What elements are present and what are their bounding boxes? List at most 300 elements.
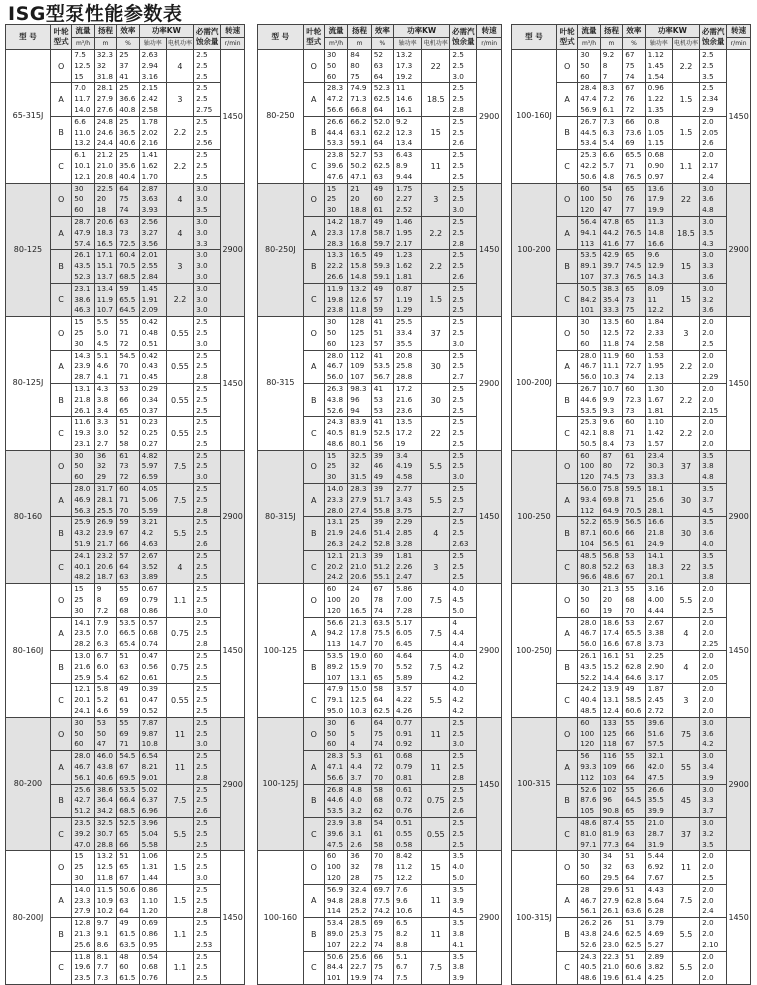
efficiency-value: 52.5 <box>119 817 136 827</box>
head-value: 8.8 <box>602 428 615 438</box>
npsh-value: 2.0 <box>702 394 714 404</box>
npsh-value: 2.5 <box>196 762 208 771</box>
head-value: 5.2 <box>96 695 109 705</box>
head-value: 40.6 <box>96 772 113 782</box>
flow-value: 23.1 <box>74 283 91 293</box>
shaft-power-value: 0.58 <box>396 839 413 849</box>
motor-power-cell: 1.1 <box>166 584 193 617</box>
efficiency-value: 55 <box>119 717 129 727</box>
head-value: 37.3 <box>602 271 619 281</box>
head-value: 34 <box>602 851 613 861</box>
motor-power-cell: 0.55 <box>166 350 193 383</box>
flow-value: 20.2 <box>326 561 344 571</box>
impeller-cell: B <box>556 784 577 817</box>
head-value: 27.9 <box>96 94 113 104</box>
npsh-cell <box>700 784 727 817</box>
head-value: 26 <box>602 918 613 928</box>
efficiency-value: 63.5 <box>373 617 390 627</box>
head-value: 15.2 <box>602 661 619 671</box>
npsh-value: 2.4 <box>702 171 714 181</box>
npsh-value: 2.5 <box>452 350 464 360</box>
flow-value: 51.9 <box>74 539 91 549</box>
head-cell <box>600 884 622 917</box>
table-row <box>6 183 245 216</box>
npsh-value: 3.6 <box>702 728 714 738</box>
npsh-value: 2.6 <box>702 138 714 148</box>
motor-power-cell: 3 <box>422 183 450 216</box>
head-value: 30.7 <box>96 828 113 838</box>
head-value: 109 <box>602 762 617 771</box>
shaft-power-value: 0.47 <box>141 651 158 661</box>
head-cell <box>94 150 116 183</box>
shaft-power-value: 2.33 <box>647 327 664 337</box>
header-flow: 流量 <box>72 25 94 38</box>
npsh-value: 2.6 <box>452 138 464 148</box>
head-value: 32 <box>350 461 360 471</box>
npsh-value: 2.5 <box>196 617 208 627</box>
flow-value: 30 <box>580 317 590 327</box>
motor-power-cell: 22 <box>672 183 699 216</box>
impeller-cell: B <box>303 517 324 550</box>
npsh-value: 2.0 <box>702 116 714 126</box>
npsh-value: 2.5 <box>196 50 208 59</box>
efficiency-value: 64 <box>373 104 384 114</box>
model-cell: 80-125J <box>6 317 51 451</box>
efficiency-value: 51.7 <box>373 494 390 504</box>
efficiency-value: 65 <box>625 183 635 193</box>
impeller-cell: A <box>303 350 324 383</box>
flow-value: 46.7 <box>74 762 91 771</box>
impeller-cell: O <box>303 50 324 83</box>
efficiency-value: 36.5 <box>119 127 136 137</box>
npsh-value: 2.0 <box>702 918 714 928</box>
shaft-power-cell <box>139 484 166 517</box>
head-value: 24.6 <box>602 928 619 938</box>
flow-value: 15 <box>74 71 84 81</box>
flow-cell <box>578 350 600 383</box>
shaft-power-value: 0.86 <box>141 884 158 894</box>
header-speed: 转速 <box>221 25 245 38</box>
efficiency-value: 65 <box>119 862 129 872</box>
shaft-power-cell <box>394 484 422 517</box>
flow-value: 47.1 <box>326 762 344 771</box>
npsh-value: 4.1 <box>452 939 464 949</box>
flow-value: 14.2 <box>326 216 344 226</box>
shaft-power-value: 2.27 <box>396 194 413 204</box>
npsh-value: 2.0 <box>702 150 714 160</box>
shaft-power-value: 7.28 <box>396 605 413 615</box>
impeller-cell: B <box>556 383 577 416</box>
head-value: 8 <box>602 60 608 70</box>
head-value: 5.3 <box>350 751 362 761</box>
shaft-power-cell <box>394 417 422 450</box>
shaft-power-value: 0.86 <box>141 928 158 938</box>
shaft-power-value: 0.87 <box>396 283 413 293</box>
head-cell <box>348 183 371 216</box>
impeller-cell: C <box>556 417 577 450</box>
head-value: 20 <box>602 595 613 605</box>
flow-value: 52.2 <box>580 672 597 682</box>
head-value: 32.5 <box>96 817 113 827</box>
shaft-power-value: 0.42 <box>141 350 158 360</box>
speed-cell: 2900 <box>477 317 502 451</box>
npsh-cell <box>450 751 477 784</box>
efficiency-value: 76 <box>625 194 635 204</box>
head-value: 19.6 <box>602 973 619 983</box>
npsh-value: 3.7 <box>702 806 714 816</box>
shaft-power-value: 1.95 <box>396 227 413 237</box>
npsh-value: 2.5 <box>452 171 464 181</box>
npsh-value: 2.8 <box>196 772 208 782</box>
flow-value: 13.1 <box>326 517 344 527</box>
npsh-value: 2.5 <box>452 361 464 371</box>
shaft-power-value: 1.81 <box>396 550 413 560</box>
shaft-power-cell <box>394 651 422 684</box>
shaft-power-value: 1.31 <box>141 862 158 872</box>
flow-value: 89.1 <box>580 261 597 271</box>
efficiency-cell <box>371 751 393 784</box>
head-cell <box>348 617 371 650</box>
efficiency-value: 65 <box>119 405 129 415</box>
head-value: 84 <box>350 50 360 59</box>
efficiency-value: 65 <box>373 672 384 682</box>
efficiency-value: 55 <box>625 751 635 761</box>
speed-cell: 1450 <box>727 584 751 718</box>
npsh-value: 2.8 <box>452 238 464 248</box>
impeller-cell: C <box>556 951 577 984</box>
head-value: 6.7 <box>96 651 109 661</box>
header-npsh: 必需汽蚀余量 <box>450 25 477 50</box>
shaft-power-value: 2.16 <box>141 138 158 148</box>
impeller-cell: A <box>50 884 71 917</box>
shaft-power-value: 6.7 <box>396 962 408 972</box>
flow-value: 28.0 <box>326 505 344 515</box>
flow-value: 12.1 <box>326 550 344 560</box>
head-value: 18.3 <box>96 227 113 237</box>
npsh-value: 2.5 <box>452 127 464 137</box>
efficiency-value: 69 <box>625 138 635 148</box>
flow-value: 60 <box>74 739 84 749</box>
shaft-power-value: 1.78 <box>141 116 158 126</box>
speed-cell: 1450 <box>727 50 751 184</box>
head-value: 5.0 <box>96 327 109 337</box>
npsh-value: 3.0 <box>196 472 208 482</box>
efficiency-value: 46 <box>373 461 384 471</box>
shaft-power-value: 1.15 <box>647 138 664 148</box>
flow-value: 53.5 <box>326 806 344 816</box>
efficiency-cell <box>623 350 645 383</box>
flow-value: 84.4 <box>326 962 344 972</box>
head-value: 47.8 <box>602 216 619 226</box>
head-value: 11.8 <box>350 305 367 315</box>
npsh-cell <box>700 283 727 316</box>
shaft-power-value: 17.9 <box>647 194 664 204</box>
flow-cell <box>324 484 347 517</box>
shaft-power-cell <box>139 150 166 183</box>
efficiency-value: 61.5 <box>119 928 136 938</box>
head-value: 4.1 <box>96 372 109 382</box>
shaft-power-value: 28.8 <box>396 372 413 382</box>
head-value: 47 <box>602 205 613 215</box>
shaft-power-value: 5.52 <box>396 661 413 671</box>
motor-power-cell: 45 <box>672 784 699 817</box>
head-cell <box>600 317 622 350</box>
shaft-power-value: 16.6 <box>647 238 664 248</box>
header-motor-power: 电机功率 <box>672 38 699 50</box>
shaft-power-value: 2.67 <box>141 550 158 560</box>
head-value: 80 <box>350 60 360 70</box>
head-cell <box>600 517 622 550</box>
npsh-value: 4.4 <box>452 628 464 638</box>
efficiency-value: 53.5 <box>119 784 136 794</box>
efficiency-cell <box>623 851 645 884</box>
shaft-power-value: 16.1 <box>396 104 413 114</box>
shaft-power-value: 4.26 <box>396 706 413 716</box>
flow-value: 25.6 <box>74 939 91 949</box>
npsh-value: 3.5 <box>452 918 464 928</box>
efficiency-cell <box>117 216 139 249</box>
shaft-power-cell <box>645 450 672 483</box>
efficiency-value: 71 <box>625 428 635 438</box>
flow-value: 52.6 <box>326 405 344 415</box>
npsh-cell <box>450 918 477 951</box>
flow-value: 60 <box>326 71 337 81</box>
shaft-power-value: 0.47 <box>141 695 158 705</box>
efficiency-value: 55 <box>625 817 635 827</box>
flow-value: 94.2 <box>326 628 344 638</box>
flow-cell <box>324 851 347 884</box>
flow-cell <box>324 350 347 383</box>
head-cell <box>348 317 371 350</box>
flow-cell <box>72 216 94 249</box>
flow-value: 53.5 <box>580 250 597 260</box>
flow-cell <box>578 484 600 517</box>
head-cell <box>600 484 622 517</box>
shaft-power-value: 28.7 <box>647 828 664 838</box>
impeller-cell: B <box>556 517 577 550</box>
head-value: 7.2 <box>602 94 615 104</box>
efficiency-value: 51 <box>625 951 635 961</box>
table-row <box>258 317 502 350</box>
flow-cell <box>578 517 600 550</box>
flow-value: 14.3 <box>74 350 91 360</box>
efficiency-value: 74 <box>373 973 384 983</box>
npsh-value: 2.5 <box>196 60 208 70</box>
npsh-value: 2.5 <box>452 394 464 404</box>
efficiency-value: 53 <box>625 617 635 627</box>
model-cell: 80-125 <box>6 183 51 317</box>
flow-value: 53.4 <box>326 918 344 928</box>
impeller-cell: C <box>50 283 71 316</box>
flow-value: 28.3 <box>326 751 344 761</box>
efficiency-value: 59 <box>373 305 384 315</box>
head-value: 32.4 <box>350 884 367 894</box>
npsh-cell <box>700 417 727 450</box>
shaft-power-cell <box>394 83 422 116</box>
head-value: 118 <box>602 739 617 749</box>
npsh-value: 3.8 <box>702 461 714 471</box>
npsh-value: 2.0 <box>702 706 714 716</box>
flow-value: 46.3 <box>74 305 91 315</box>
npsh-value: 2.0 <box>702 350 714 360</box>
flow-cell <box>578 450 600 483</box>
npsh-cell <box>700 717 727 750</box>
flow-cell <box>578 250 600 283</box>
flow-value: 50.5 <box>580 438 597 448</box>
efficiency-value: 54.5 <box>119 751 136 761</box>
flow-value: 80.8 <box>580 561 597 571</box>
motor-power-cell: 2.2 <box>166 283 193 316</box>
flow-value: 26.3 <box>326 539 344 549</box>
shaft-power-value: 4.2 <box>141 528 154 538</box>
flow-value: 46.7 <box>580 361 597 371</box>
efficiency-cell <box>371 684 393 717</box>
header-speed: 转速 <box>477 25 502 38</box>
shaft-power-cell <box>139 417 166 450</box>
npsh-cell <box>194 817 221 850</box>
efficiency-value: 55 <box>625 784 635 794</box>
flow-value: 100 <box>326 862 341 872</box>
flow-value: 40.5 <box>326 428 344 438</box>
npsh-cell <box>700 450 727 483</box>
impeller-cell: B <box>50 784 71 817</box>
npsh-cell <box>700 684 727 717</box>
head-cell <box>94 651 116 684</box>
model-cell: 100-125J <box>258 717 304 851</box>
flow-value: 25 <box>74 327 84 337</box>
head-value: 59.1 <box>350 138 367 148</box>
npsh-value: 3.0 <box>196 183 208 193</box>
efficiency-cell <box>623 784 645 817</box>
efficiency-value: 55 <box>625 717 635 727</box>
efficiency-cell <box>117 183 139 216</box>
efficiency-value: 63 <box>625 862 635 872</box>
npsh-value: 2.5 <box>452 383 464 393</box>
head-value: 8.1 <box>96 951 109 961</box>
flow-value: 48.5 <box>580 550 597 560</box>
head-value: 29.6 <box>602 884 619 894</box>
head-value: 18.8 <box>350 205 367 215</box>
head-cell <box>94 484 116 517</box>
shaft-power-cell <box>394 283 422 316</box>
flow-value: 23.3 <box>74 895 91 905</box>
npsh-cell <box>194 751 221 784</box>
efficiency-value: 70 <box>373 772 384 782</box>
npsh-value: 4.2 <box>702 739 714 749</box>
header-flow-unit: m³/h <box>72 38 94 50</box>
shaft-power-value: 1.57 <box>647 438 664 448</box>
shaft-power-value: 0.55 <box>396 828 413 838</box>
flow-value: 44.6 <box>580 394 597 404</box>
header-efficiency-unit: % <box>623 38 645 50</box>
shaft-power-value: 1.70 <box>141 171 158 181</box>
flow-cell <box>324 617 347 650</box>
npsh-value: 2.5 <box>196 884 208 894</box>
efficiency-value: 72 <box>119 338 129 348</box>
head-value: 6.3 <box>96 639 109 649</box>
npsh-cell <box>194 116 221 149</box>
flow-cell <box>324 283 347 316</box>
npsh-cell <box>194 851 221 884</box>
npsh-value: 4.3 <box>702 238 714 248</box>
efficiency-value: 74 <box>625 71 635 81</box>
head-value: 60.6 <box>602 528 619 538</box>
head-value: 7.9 <box>96 617 109 627</box>
flow-value: 47.9 <box>326 684 344 694</box>
efficiency-cell <box>371 584 393 617</box>
flow-value: 56.0 <box>580 639 597 649</box>
head-value: 46.0 <box>96 751 113 761</box>
npsh-cell <box>450 417 477 450</box>
table-row <box>6 317 245 350</box>
head-value: 32 <box>96 60 107 70</box>
impeller-cell: O <box>303 450 324 483</box>
flow-cell <box>578 584 600 617</box>
head-cell <box>94 517 116 550</box>
efficiency-value: 67 <box>119 528 129 538</box>
npsh-cell <box>450 350 477 383</box>
efficiency-value: 52.3 <box>373 83 390 93</box>
npsh-value: 2.5 <box>196 517 208 527</box>
efficiency-value: 67 <box>625 739 635 749</box>
shaft-power-value: 0.48 <box>141 327 158 337</box>
npsh-value: 3.9 <box>702 772 714 782</box>
efficiency-value: 61 <box>119 695 129 705</box>
npsh-value: 3.0 <box>196 250 208 260</box>
head-value: 8.4 <box>602 438 615 448</box>
speed-cell: 1450 <box>477 450 502 584</box>
shaft-power-value: 8.42 <box>396 851 413 861</box>
flow-value: 114 <box>326 906 341 916</box>
npsh-value: 3.0 <box>196 283 208 293</box>
efficiency-cell <box>117 517 139 550</box>
shaft-power-cell <box>645 317 672 350</box>
table-row <box>6 50 245 83</box>
efficiency-cell <box>371 951 393 984</box>
npsh-value: 3.5 <box>452 884 464 894</box>
npsh-cell <box>450 250 477 283</box>
efficiency-cell <box>371 183 393 216</box>
npsh-value: 2.5 <box>196 150 208 160</box>
model-cell: 100-160 <box>258 851 304 985</box>
spec-table-left <box>5 24 245 985</box>
npsh-value: 2.5 <box>196 494 208 504</box>
flow-value: 97.1 <box>580 839 597 849</box>
flow-value: 50 <box>580 327 590 337</box>
efficiency-value: 75 <box>119 194 129 204</box>
shaft-power-value: 2.67 <box>647 617 664 627</box>
shaft-power-value: 0.23 <box>141 417 158 427</box>
shaft-power-value: 0.96 <box>647 83 664 93</box>
npsh-value: 2.5 <box>196 928 208 938</box>
head-cell <box>94 417 116 450</box>
flow-value: 52.6 <box>580 784 597 794</box>
flow-cell <box>72 617 94 650</box>
npsh-value: 2.5 <box>452 751 464 761</box>
efficiency-value: 50.6 <box>119 884 136 894</box>
npsh-value: 2.0 <box>702 317 714 327</box>
npsh-value: 2.5 <box>452 294 464 304</box>
efficiency-cell <box>623 918 645 951</box>
head-value: 14.8 <box>350 271 367 281</box>
flow-value: 47.6 <box>326 171 344 181</box>
header-head-unit: m <box>600 38 622 50</box>
npsh-value: 3.9 <box>452 895 464 905</box>
motor-power-cell: 4 <box>672 651 699 684</box>
efficiency-value: 41 <box>373 350 384 360</box>
efficiency-cell <box>623 517 645 550</box>
shaft-power-cell <box>645 383 672 416</box>
